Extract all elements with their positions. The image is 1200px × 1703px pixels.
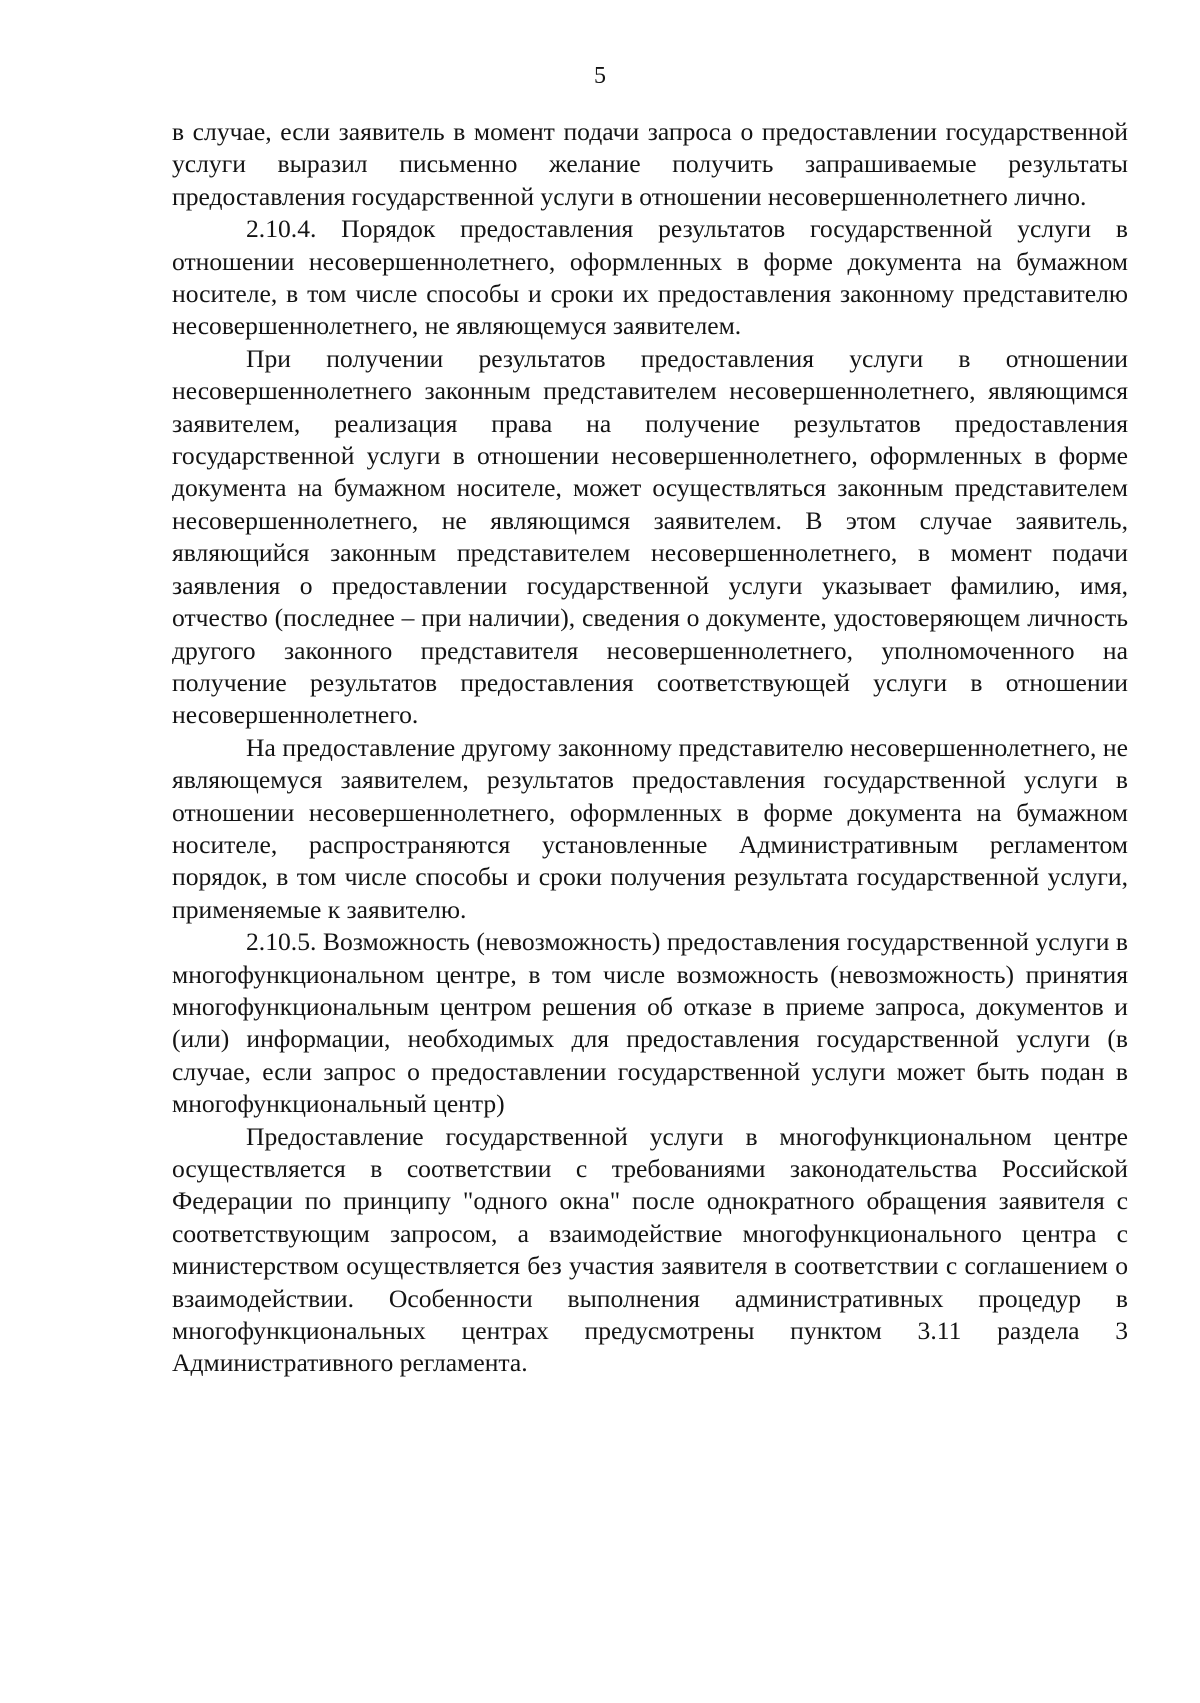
document-body <box>172 116 1128 1380</box>
paragraph-continuation: в случае, если заявитель в момент подачи запроса о предоставлении государственной услуги выразил письменно желание получить запрашиваемые результаты предоставления государственной услуги в отношении несовершеннолетнего лично. <box>172 117 1128 211</box>
page-number: 5 <box>594 63 606 89</box>
paragraph-mfc-provision: Предоставление государственной услуги в многофункциональном центре осуществляется в соответствии с требованиями законодательства Российской Федерации по принципу "одного окна" после однократного обращения заявителя с соответствующим запросом, а взаимодействие многофункционального центра с министерством осуществляется без участия заявителя в соответствии с соглашением о взаимодействии. Особенности выполнения административных процедур в многофункциональных центрах предусмотрены пунктом 3.11 раздела 3 Административного регламента. <box>172 1121 1128 1378</box>
paragraph-section-2-10-4-heading: 2.10.4. Порядок предоставления результатов государственной услуги в отношении несовершеннолетнего, оформленных в форме документа на бумажном носителе, в том числе способы и сроки их предоставления законному представителю несовершеннолетнего, не являющемуся заявителем. <box>172 214 1128 341</box>
paragraph-section-2-10-5-heading: 2.10.5. Возможность (невозможность) предоставления государственной услуги в многофункциональном центре, в том числе возможность (невозможность) принятия многофункциональным центром решения об отказе в приеме запроса, документов и (или) информации, необходимых для предоставления государственной услуги (в случае, если запрос о предоставлении государственной услуги может быть подан в многофункциональный центр) <box>172 927 1128 1119</box>
paragraph-receiving-results: При получении результатов предоставления услуги в отношении несовершеннолетнего законным представителем несовершеннолетнего, являющимся заявителем, реализация права на получение результатов предоставления государственной услуги в отношении несовершеннолетнего, оформленных в форме документа на бумажном носителе, может осуществляться законным представителем несовершеннолетнего, не являющимся заявителем. В этом случае заявитель, являющийся законным представителем несовершеннолетнего, в момент подачи заявления о предоставлении государственной услуги указывает фамилию, имя, отчество (последнее – при наличии), сведения о документе, удостоверяющем личность другого законного представителя несовершеннолетнего, уполномоченного на получение результатов предоставления соответствующей услуги в отношении несовершеннолетнего. <box>172 343 1128 730</box>
paragraph-other-representative: На предоставление другому законному представителю несовершеннолетнего, не являющемуся заявителем, результатов предоставления государственной услуги в отношении несовершеннолетнего, оформленных в форме документа на бумажном носителе, распространяются установленные Административным регламентом порядок, в том числе способы и сроки получения результата государственной услуги, применяемые к заявителю. <box>172 732 1128 924</box>
